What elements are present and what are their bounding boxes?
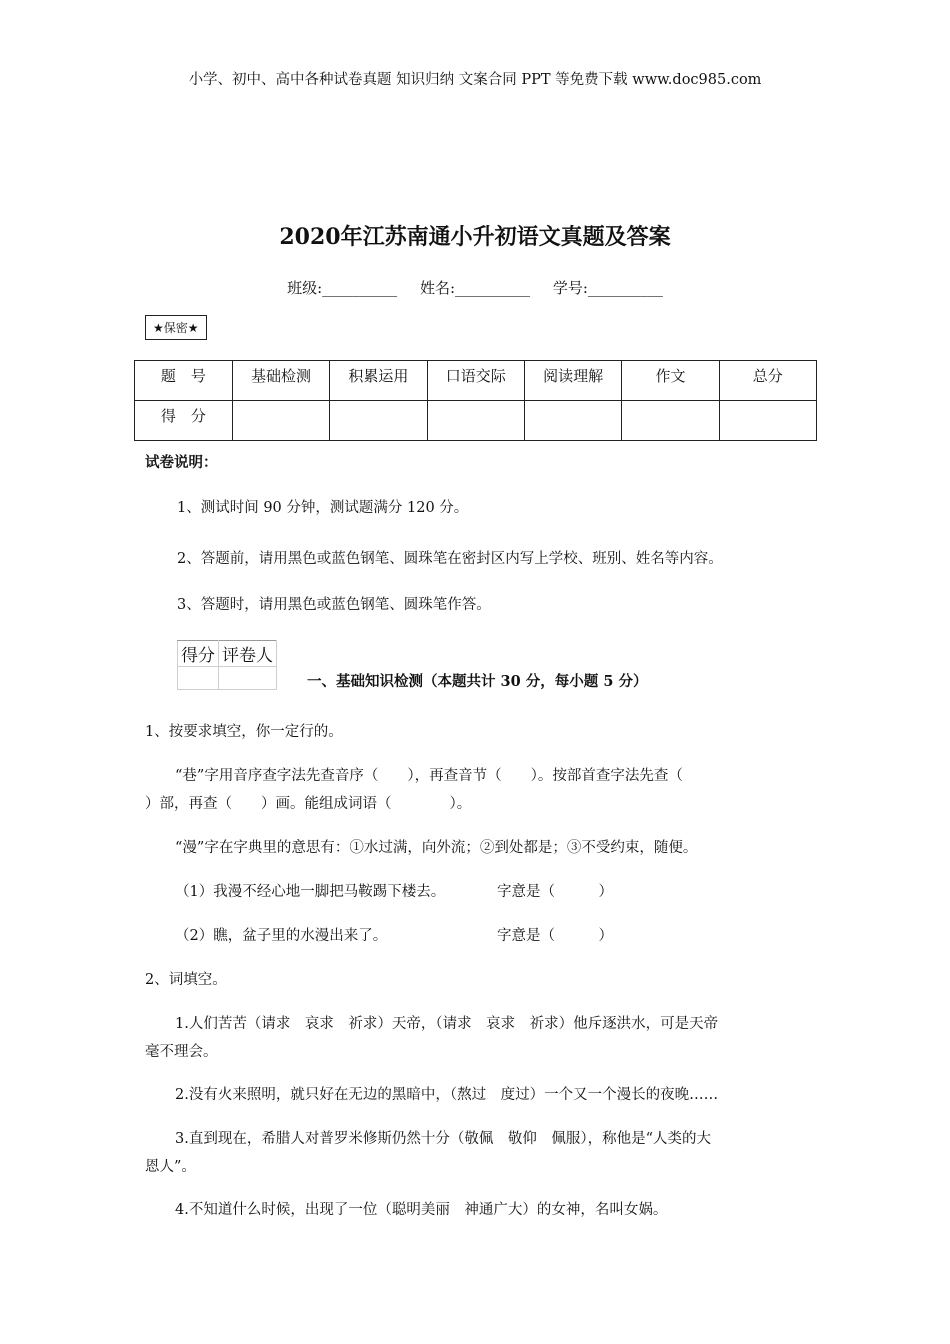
- question-2-item: 恩人”。: [145, 1159, 196, 1175]
- section-heading: 一、基础知识检测（本题共计 30 分，每小题 5 分）: [307, 673, 648, 690]
- secret-label: ★保密★: [145, 315, 207, 340]
- grader-name-cell: [219, 667, 277, 690]
- score-header-cell: 积累运用: [330, 361, 427, 401]
- grader-box: [177, 640, 277, 690]
- score-table: [134, 360, 817, 441]
- score-cell: [330, 401, 427, 441]
- grader-score-cell: [178, 667, 219, 690]
- question-2-item: 3.直到现在，希腊人对普罗米修斯仍然十分（敬佩 敬仰 佩服），称他是“人类的大: [175, 1131, 711, 1147]
- grader-score-label: 得分: [178, 641, 219, 667]
- name-field: 姓名:__________: [419, 279, 531, 297]
- question-1-line: “巷”字用音序查字法先查音序（ ），再查音节（ ）。按部首查字法先查（: [175, 768, 683, 784]
- student-info: [0, 277, 950, 298]
- score-cell: [719, 401, 816, 441]
- score-table-header-row: [135, 361, 817, 401]
- score-row-label: 得 分: [135, 401, 233, 441]
- score-header-cell: 题 号: [135, 361, 233, 401]
- question-1-sub-blank: 字意是（ ）: [497, 928, 613, 944]
- question-2-title: 2、词填空。: [145, 972, 227, 988]
- question-1-sub-blank: 字意是（ ）: [497, 884, 613, 900]
- id-field: 学号:__________: [552, 279, 663, 297]
- question-2-item: 1.人们苦苦（请求 哀求 祈求）天帝，（请求 哀求 祈求）他斥逐洪水，可是天帝: [175, 1016, 719, 1032]
- question-1-sub: （1）我漫不经心地一脚把马鞍踢下楼去。: [175, 884, 446, 900]
- score-header-cell: 口语交际: [427, 361, 524, 401]
- grader-name-label: 评卷人: [219, 641, 277, 667]
- score-header-cell: 总分: [719, 361, 816, 401]
- notes-title: 试卷说明：: [145, 455, 218, 471]
- question-1-title: 1、按要求填空，你一定行的。: [145, 724, 343, 740]
- score-table-score-row: [135, 401, 817, 441]
- score-header-cell: 基础检测: [232, 361, 329, 401]
- page-header: 小学、初中、高中各种试卷真题 知识归纳 文案合同 PPT 等免费下载 www.doc985.com: [188, 72, 762, 88]
- question-1-line: “漫”字在字典里的意思有：①水过满，向外流；②到处都是；③不受约束，随便。: [175, 840, 698, 856]
- question-1-sub: （2）瞧，盆子里的水漫出来了。: [175, 928, 388, 944]
- score-header-cell: 作文: [622, 361, 719, 401]
- page-title: 2020年江苏南通小升初语文真题及答案: [279, 224, 671, 250]
- score-cell: [427, 401, 524, 441]
- note-item: 2、答题前，请用黑色或蓝色钢笔、圆珠笔在密封区内写上学校、班别、姓名等内容。: [177, 551, 723, 567]
- note-item: 3、答题时，请用黑色或蓝色钢笔、圆珠笔作答。: [177, 597, 491, 613]
- question-2-item: 4.不知道什么时候，出现了一位（聪明美丽 神通广大）的女神，名叫女娲。: [175, 1202, 668, 1218]
- question-2-item: 毫不理会。: [145, 1044, 218, 1060]
- score-cell: [524, 401, 621, 441]
- score-header-cell: 阅读理解: [524, 361, 621, 401]
- note-item: 1、测试时间 90 分钟，测试题满分 120 分。: [177, 500, 469, 516]
- question-1-line: ）部，再查（ ）画。能组成词语（ ）。: [145, 796, 472, 812]
- question-2-item: 2.没有火来照明，就只好在无边的黑暗中，（熬过 度过）一个又一个漫长的夜晚……: [175, 1087, 719, 1103]
- class-field: 班级:__________: [287, 279, 398, 297]
- score-cell: [232, 401, 329, 441]
- score-cell: [622, 401, 719, 441]
